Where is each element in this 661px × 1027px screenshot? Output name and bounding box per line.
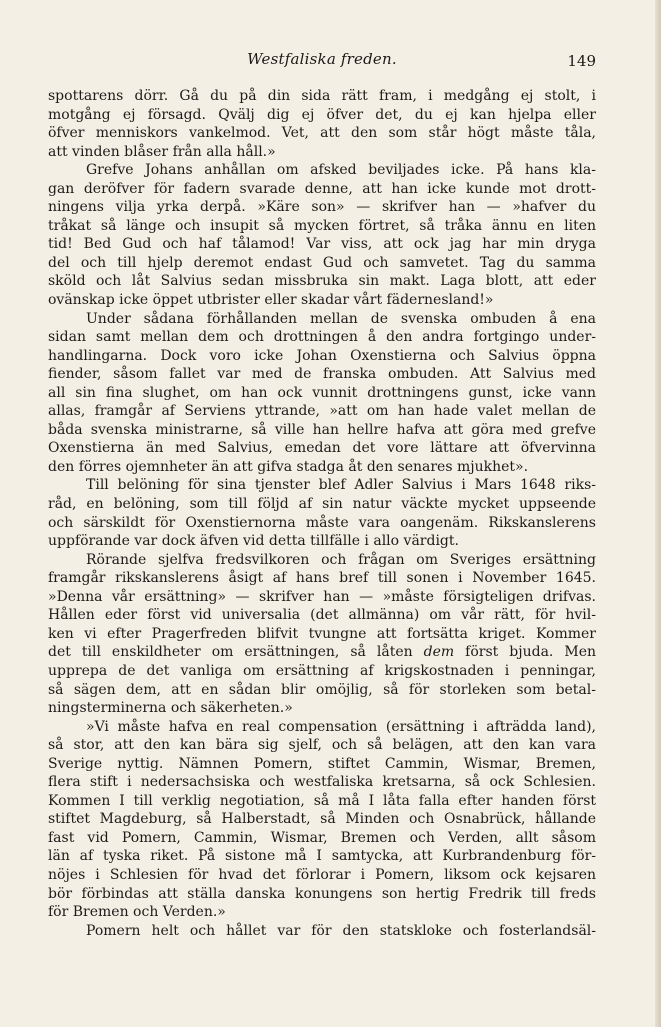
- running-header: [48, 50, 596, 80]
- text-line: ningens vilja yrka derpå. »Käre son» — skrifver han — »hafver du: [48, 199, 596, 216]
- text-line: Hållen eder först vid universalia (det allmänna) om vår rätt, för hvil-: [48, 607, 596, 624]
- text-line: spottarens dörr. Gå du på din sida rätt fram, i medgång ej stolt, i: [48, 88, 596, 104]
- text-line: ken vi efter Pragerfreden blifvit tvungne att fortsätta kriget. Kommer: [48, 625, 596, 642]
- text-line: så sägen dem, att en sådan blir omöjlig, så för storleken som betal-: [48, 681, 596, 698]
- text-line: »Vi måste hafva en real compensation (ersättning i afträdda land),: [86, 718, 596, 735]
- paragraph-7: [48, 922, 596, 941]
- text-line: den förres ojemnheter än att gifva stadga åt den senares mjukhet».: [48, 458, 529, 475]
- text-line: ovänskap icke öppet utbrister eller skadar vårt fädernesland!»: [48, 292, 494, 309]
- text-line: Till belöning för sina tjenster blef Adler Salvius i Mars 1648 riks-: [86, 477, 596, 494]
- paragraph-1: [48, 87, 596, 161]
- text-line: allas, framgår af Serviens yttrande, »att om han hade valet mellan de: [48, 403, 596, 420]
- page-edge: [655, 0, 661, 1027]
- text-line: nöjes i Schlesien för hvad det förlorar i Pomern, liksom ock kejsaren: [48, 866, 596, 883]
- text-line: så stor, att den kan bära sig sjelf, och så belägen, att den kan vara: [48, 737, 596, 754]
- emphasized-word: dem: [423, 644, 455, 661]
- text-line: fast vid Pomern, Cammin, Wismar, Bremen och Verden, allt såsom: [48, 829, 596, 846]
- text-line: sidan samt mellan dem och drottningen å den andra fortgingo under-: [48, 329, 596, 346]
- text-line: handlingarna. Dock voro icke Johan Oxenstierna och Salvius öppna: [48, 347, 596, 364]
- text-line: motgång ej försagd. Qvälj dig ej öfver det, du ej kan hjelpa eller: [48, 106, 596, 123]
- text-line: båda svenska ministrarne, så ville han hellre hafva att göra med grefve: [48, 421, 596, 438]
- paragraph-5: [48, 551, 596, 718]
- text-line: Pomern helt och hållet var för den statskloke och fosterlandsäl-: [86, 922, 596, 939]
- text-segment: det till enskildheter om ersättningen, så låten: [48, 644, 413, 661]
- text-line: Rörande sjelfva fredsvilkoren och frågan om Sveriges ersättning: [86, 551, 596, 568]
- paragraph-4: [48, 476, 596, 550]
- text-line-with-emphasis: [48, 643, 596, 662]
- text-line: Grefve Johans anhållan om afsked beviljades icke. På hans kla-: [86, 162, 596, 179]
- text-line: län af tyska riket. På sistone må I samtycka, att Kurbrandenburg för-: [48, 848, 596, 865]
- text-line: och särskildt för Oxenstiernorna måste vara oangenäm. Rikskanslerens: [48, 514, 596, 531]
- text-line: sköld och låt Salvius sedan missbruka sin makt. Laga blott, att eder: [48, 273, 596, 290]
- body-text: [48, 87, 596, 940]
- text-line: Under sådana förhållanden mellan de svenska ombuden å ena: [86, 310, 596, 327]
- text-line: tid! Bed Gud och haf tålamod! Var viss, att ock jag har min dryga: [48, 236, 596, 253]
- text-line: att vinden blåser från alla håll.»: [48, 143, 276, 160]
- text-line: Sverige nyttig. Nämnen Pomern, stiftet Cammin, Wismar, Bremen,: [48, 755, 596, 772]
- text-line: all sin fina slughet, om han ock vunnit drottningens gunst, icke vann: [48, 384, 596, 401]
- text-line: bör förbindas att ställa danska konungens son hertig Fredrik till freds: [48, 885, 596, 902]
- text-line: »Denna vår ersättning» — skrifver han — »måste försigteligen drifvas.: [48, 588, 596, 605]
- text-line: råd, en belöning, som till följd af sin natur väckte mycket uppseende: [48, 496, 596, 513]
- text-line: stiftet Magdeburg, så Halberstadt, så Minden och Osnabrück, hållande: [48, 811, 596, 828]
- text-line: för Bremen och Verden.»: [48, 904, 226, 921]
- paragraph-6: [48, 718, 596, 922]
- text-line: ningsterminerna och säkerheten.»: [48, 700, 293, 717]
- text-line: uppförande var dock äfven vid detta tillfälle i allo värdigt.: [48, 533, 459, 550]
- page-number: 149: [567, 52, 596, 70]
- text-line: framgår rikskanslerens åsigt af hans bref till sonen i November 1645.: [48, 570, 596, 587]
- text-line: gan deröfver för fadern svarade denne, att han icke kunde mot drott-: [48, 180, 596, 197]
- text-line: tråkat så länge och insupit så mycken förtret, så tråka ännu en liten: [48, 217, 596, 234]
- text-line: upprepa de det vanliga om ersättning af krigskostnaden i penningar,: [48, 662, 596, 679]
- paragraph-2: [48, 161, 596, 309]
- text-line: del och till hjelp deremot endast Gud och samvetet. Tag du samma: [48, 254, 596, 271]
- paragraph-3: [48, 310, 596, 477]
- text-line: Oxenstierna än med Salvius, emedan det vore lättare att öfvervinna: [48, 440, 596, 457]
- running-title: Westfaliska freden.: [247, 50, 397, 68]
- text-segment: först bjuda. Men: [454, 644, 596, 661]
- text-line: Kommen I till verklig negotiation, så må I låta falla efter handen först: [48, 792, 596, 809]
- text-line: flera stift i nedersachsiska och westfaliska kretsarna, så ock Schlesien.: [48, 774, 596, 791]
- text-line: fiender, såsom fallet var med de franska ombuden. Att Salvius med: [48, 366, 596, 383]
- text-line: öfver menniskors vankelmod. Vet, att den som står högt måste tåla,: [48, 125, 596, 142]
